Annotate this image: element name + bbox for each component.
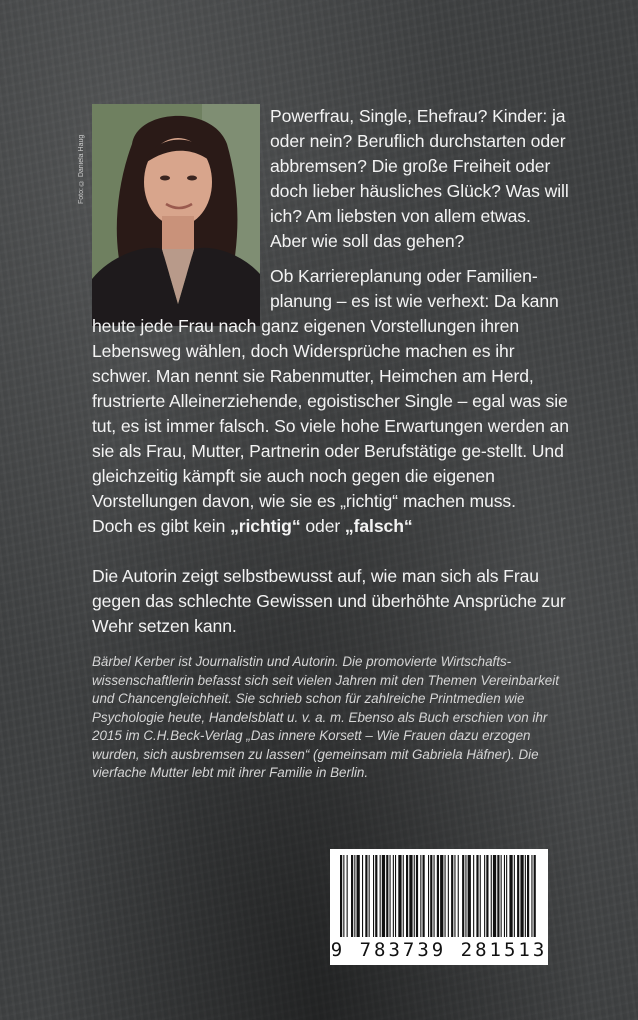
barcode-bar (458, 855, 459, 937)
barcode-bar (504, 855, 505, 937)
barcode-bar (347, 855, 348, 937)
photo-credit: Foto: © Daniela Haug (78, 134, 85, 204)
intro-paragraph: Powerfrau, Single, Ehefrau? Kinder: ja oder nein? Beruflich durchstarten oder abbremsen? Die große Freiheit oder doch lieber häusliches Glück? Was will ich? Am liebsten von allem etwas. Aber wie soll das gehen? (270, 106, 569, 251)
barcode-bar (414, 855, 415, 937)
barcode-bar (386, 855, 388, 937)
barcode-bar (517, 855, 519, 937)
barcode-bar (398, 855, 401, 937)
barcode-bar (434, 855, 435, 937)
highlight-word-falsch: „falsch“ (344, 516, 413, 536)
barcode-bar (428, 855, 429, 937)
highlight-word-richtig: „richtig“ (230, 516, 301, 536)
barcode-bar (509, 855, 512, 937)
barcode-bar (448, 855, 449, 937)
barcode-bar (373, 855, 374, 937)
barcode-bar (484, 855, 485, 937)
barcode-bar (395, 855, 396, 937)
barcode-bar (473, 855, 474, 937)
barcode-bar (465, 855, 466, 937)
barcode-bar (506, 855, 507, 937)
barcode-bar (527, 855, 529, 937)
isbn-number: 9 783739 281513 (330, 939, 548, 961)
barcode-bar (351, 855, 353, 937)
barcode-bar (445, 855, 446, 937)
barcode-bar (403, 855, 404, 937)
barcode-bar (462, 855, 464, 937)
barcode-bar (486, 855, 488, 937)
highlight-sentence (92, 514, 572, 539)
barcode-bar (393, 855, 394, 937)
barcode-bar (357, 855, 360, 937)
barcode-bar (406, 855, 408, 937)
highlight-middle: oder (300, 516, 345, 536)
barcode-bar (531, 855, 532, 937)
author-photo (92, 104, 260, 326)
barcode-bar (369, 855, 370, 937)
barcode-bars (338, 855, 540, 937)
barcode-bar (423, 855, 425, 937)
barcode-bar (534, 855, 536, 937)
barcode-bar (501, 855, 502, 937)
body-paragraph-continued: heute jede Frau nach ganz eigenen Vorstellungen ihren Lebensweg wählen, doch Widersprüche machen es ihr schwer. Man nennt sie Rabenmutter, Heimchen am Herd, frustrierte Alleinerziehende, egoistischer Single – egal was sie tut, es ist immer falsch. So viele hohe Erwartungen werden an sie als Frau, Mutter, Partnerin oder Berufstätige ge-stellt. Und gleichzeitig kämpft sie auch noch gegen die eigenen Vorstellungen davon, wie sie es „richtig“ machen muss. (92, 316, 569, 511)
barcode-bar (430, 855, 432, 937)
barcode-bar (491, 855, 492, 937)
author-bio: Bärbel Kerber ist Journalistin und Autorin. Die promovierte Wirtschafts-wissenschaftlerin befasst sich seit vielen Jahren mit den Themen Vereinbarkeit und Chancengleichheit. Sie schrieb schon für zahlreiche Printmedien wie Psychologie heute, Handelsblatt u. v. a. m. Ebenso als Buch erschien von ihr 2015 im C.H.Beck-Verlag „Das innere Korsett – Wie Frauen dazu erzogen wurden, sich ausbremsen zu lassen“ (gemeinsam mit Gabriela Häfner). Die vierfache Mutter lebt mit ihrer Familie in Berlin. (92, 654, 559, 780)
barcode-bar (343, 855, 344, 937)
barcode-bar (420, 855, 421, 937)
barcode-bar (454, 855, 455, 937)
barcode-bar (493, 855, 496, 937)
barcode-bar (468, 855, 471, 937)
barcode-bar (365, 855, 367, 937)
barcode-bar (437, 855, 439, 937)
barcode-bar (416, 855, 418, 937)
barcode-bar (354, 855, 355, 937)
barcode-bar (497, 855, 499, 937)
barcode-bar (440, 855, 443, 937)
body-paragraph-start: Ob Karriereplanung oder Familien-planung – es ist wie verhext: Da kann (270, 266, 559, 311)
closing-paragraph: Die Autorin zeigt selbstbewusst auf, wie man sich als Frau gegen das schlechte Gewissen und überhöhte Ansprüche zur Wehr setzen kann. (92, 566, 566, 636)
barcode-bar (380, 855, 381, 937)
barcode-bar (480, 855, 481, 937)
barcode-bar (514, 855, 515, 937)
barcode-bar (525, 855, 526, 937)
barcode-bar (362, 855, 363, 937)
barcode-bar (476, 855, 478, 937)
barcode-bar (390, 855, 391, 937)
isbn-barcode (330, 849, 548, 965)
barcode-bar (375, 855, 377, 937)
barcode-bar (409, 855, 412, 937)
barcode-bar (451, 855, 453, 937)
barcode-bar (382, 855, 385, 937)
highlight-prefix: Doch es gibt kein (92, 516, 231, 536)
barcode-bar (340, 855, 342, 937)
barcode-bar (520, 855, 523, 937)
